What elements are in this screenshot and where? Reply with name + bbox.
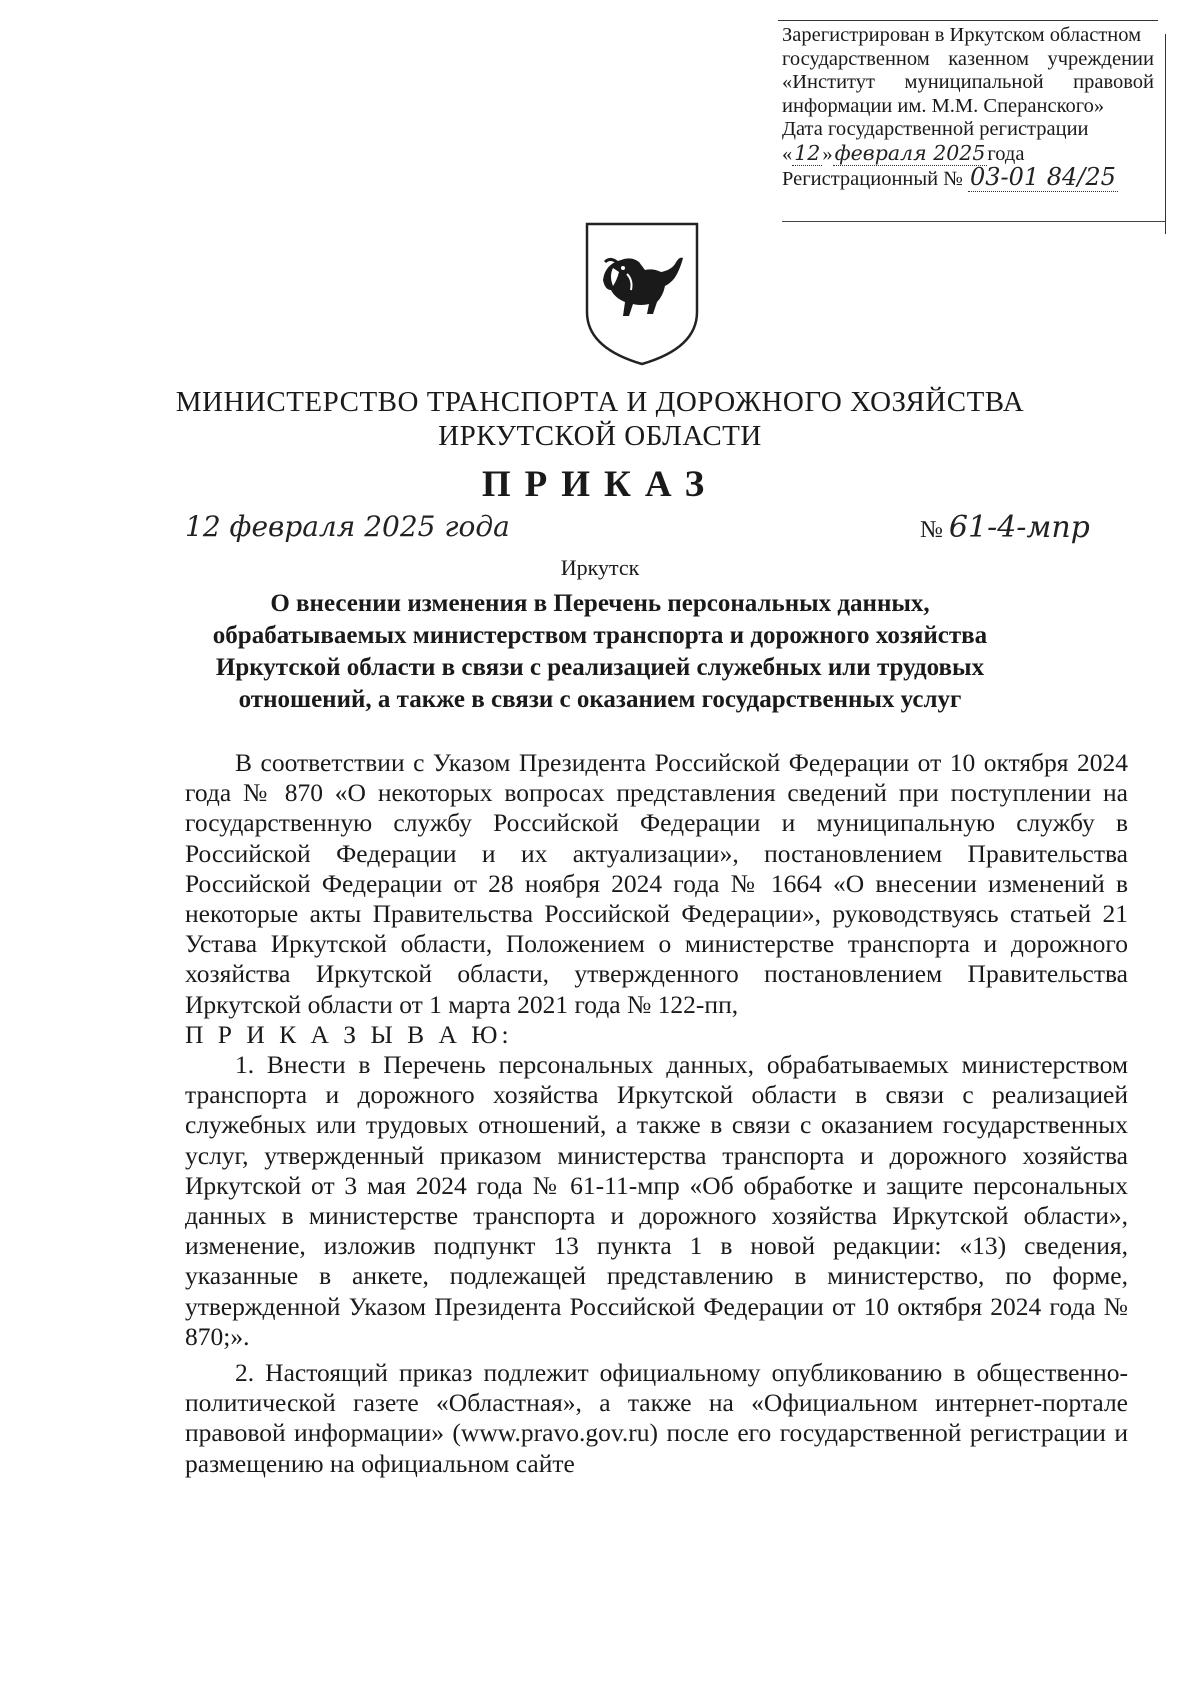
stamp-frame-top: [778, 20, 1158, 21]
stamp-line: Дата государственной регистрации: [782, 118, 1089, 140]
preamble-paragraph: В соответствии с Указом Президента Российской Федерации от 10 октября 2024 года № 870 «О некоторых вопросах представления сведений при поступлении на государственную службу Российской Федерации и муниципальную службу в Российской Федерации и их актуализации», постановлением Правительства Российской Федерации от 28 ноября 2024 года № 1664 «О внесении изменений в некоторые акты Правительства Российской Федерации», руководствуясь статьей 21 Устава Иркутской области, Положением о министерстве транспорта и дорожного хозяйства Иркутской области, утвержденного постановлением Правительства Иркутской области от 1 марта 2021 года № 122-пп,: [185, 748, 1128, 1019]
stamp-line: Зарегистрирован в Иркутском областном: [782, 24, 1142, 46]
ministry-name-line: МИНИСТЕРСТВО ТРАНСПОРТА И ДОРОЖНОГО ХОЗЯЙСТВА: [175, 386, 1025, 418]
irkutsk-coat-of-arms-icon: [583, 220, 701, 368]
city: Иркутск: [560, 555, 640, 580]
handwritten-date: 12 февраля 2025 года: [185, 510, 510, 543]
stamp-frame-right: [1165, 34, 1166, 234]
stamp-date-day: 12: [794, 140, 821, 165]
stamp-line: информации им. М.М. Сперанского»: [782, 94, 1105, 117]
stamp-reg-label: Регистрационный №: [782, 168, 963, 190]
stamp-line: государственном казенном учреждении: [782, 47, 1154, 70]
stamp-date-suffix: года: [987, 142, 1025, 165]
document-number: [920, 510, 1090, 545]
order-item-2: 2. Настоящий приказ подлежит официальному опубликованию в общественно-политической газете «Областная», а также на «Официальном интернет-портале правовой информации» (www.pravo.gov.ru) после его государственной регистрации и размещению на официальном сайте: [185, 1358, 1128, 1478]
document-title: [170, 588, 1030, 716]
order-item-1: 1. Внести в Перечень персональных данных, обрабатываемых министерством транспорта и дорожного хозяйства Иркутской области в связи с реализацией служебных или трудовых отношений, а также в связи с оказанием государственных услуг, утвержденный приказом министерства транспорта и дорожного хозяйства Иркутской от 3 мая 2024 года № 61-11-мпр «Об обработке и защите персональных данных в министерстве транспорта и дорожного хозяйства Иркутской области», изменение, изложив подпункт 13 пункта 1 в новой редакции: «13) сведения, указанные в анкете, подлежащей представлению в министерство, по форме, утвержденной Указом Президента Российской Федерации от 10 октября 2024 года № 870;».: [185, 1050, 1128, 1351]
title-line: О внесении изменения в Перечень персональных данных,: [270, 590, 930, 617]
number-label: №: [920, 517, 943, 543]
stamp-date-month-year: февраля 2025: [834, 140, 986, 165]
title-line: отношений, а также в связи с оказанием государственных услуг: [238, 686, 962, 713]
stamp-date-mid: »: [822, 142, 833, 165]
stamp-line: «Институт муниципальной правовой: [782, 71, 1154, 93]
stamp-registration-number: [782, 163, 1154, 192]
handwritten-number: 61-4-мпр: [948, 510, 1090, 545]
stamp-date-open: «: [782, 142, 793, 165]
title-line: обрабатываемых министерством транспорта и дорожного хозяйства: [212, 622, 988, 649]
document-body: [185, 748, 1128, 1479]
registration-stamp: [782, 24, 1154, 192]
title-line: Иркутской области в связи с реализацией служебных или трудовых: [215, 654, 985, 681]
stamp-reg-number: 03-01 84/25: [969, 163, 1116, 191]
document-type-heading: ПРИКАЗ: [481, 464, 719, 505]
stamp-frame-bottom: [782, 221, 1166, 222]
orders-heading: П Р И К А З Ы В А Ю:: [185, 1019, 513, 1049]
ministry-name-line: ИРКУТСКОЙ ОБЛАСТИ: [438, 420, 762, 452]
